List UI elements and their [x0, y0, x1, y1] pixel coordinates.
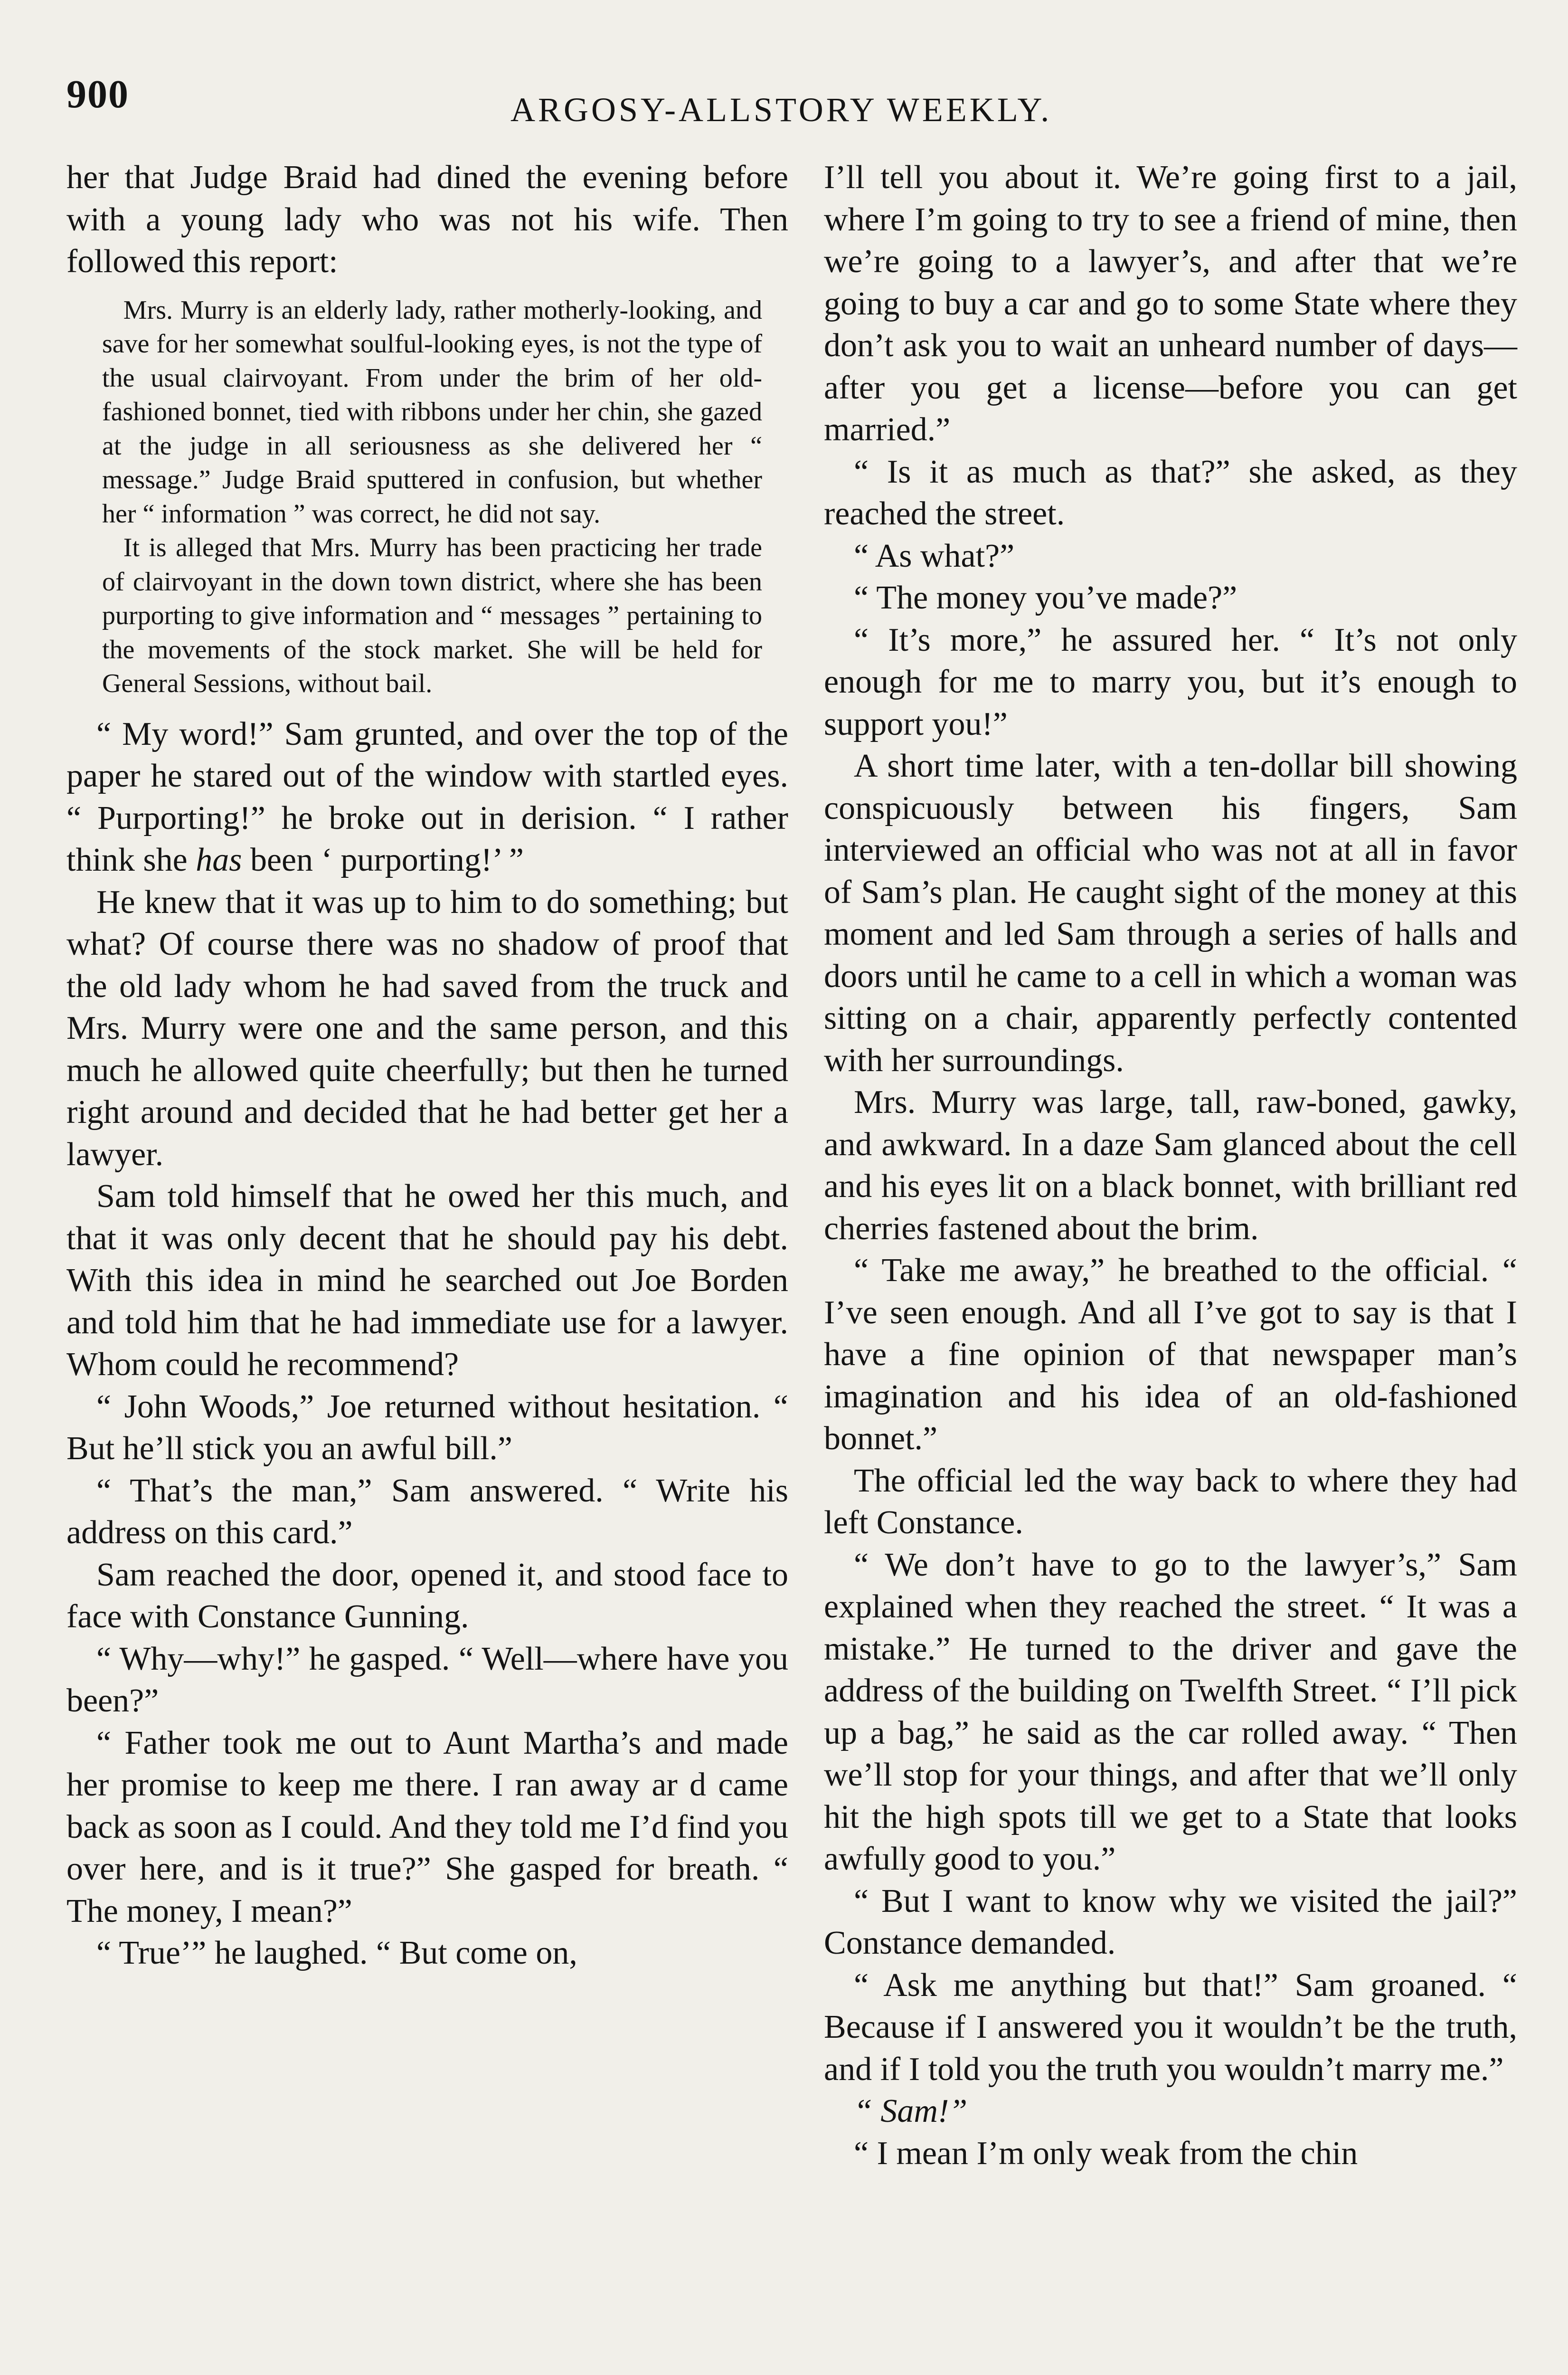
- text-run: been ‘ purporting!’ ”: [242, 842, 524, 878]
- paragraph: He knew that it was up to him to do something; but what? Of course there was no shadow of proof that the old lady whom he had saved from the truck and Mrs. Murry were one and the same person, and this much he allowed quite cheerfully; but then he turned right around and decided that he had better get her a lawyer.: [66, 884, 788, 1173]
- paragraph: “ As what?”: [854, 537, 1015, 574]
- paragraph: “ The money you’ve made?”: [854, 580, 1237, 616]
- paragraph: “ Take me away,” he breathed to the official. “ I’ve seen enough. And all I’ve got to say is that I have a fine opinion of that newspaper man’s imagination and his idea of an old-fashioned bonnet.”: [824, 1252, 1517, 1457]
- paragraph: “ John Woods,” Joe returned without hesitation. “ But he’ll stick you an awful bill.”: [66, 1388, 788, 1467]
- paragraph: Sam told himself that he owed her this much, and that it was only decent that he should pay his debt. With this idea in mind he searched out Joe Borden and told him that he had immediate use for a lawyer. Whom could he recommend?: [66, 1178, 788, 1383]
- paragraph: “ Father took me out to Aunt Martha’s and made her promise to keep me there. I ran away ar d came back as soon as I could. And they told me I’d find you over here, and is it true?” She gasped for breath. “ The money, I mean?”: [66, 1724, 788, 1929]
- paragraph: Sam reached the door, opened it, and stood face to face with Constance Gunning.: [66, 1556, 788, 1635]
- paragraph: her that Judge Braid had dined the evening before with a young lady who was not his wife. Then followed this report:: [66, 159, 788, 280]
- italic-text: “ Sam!”: [854, 2093, 968, 2129]
- paragraph: A short time later, with a ten-dollar bill showing conspicuously between his fingers, Sam interviewed an official who was not at all in favor of Sam’s plan. He caught sight of the money at this moment and led Sam through a series of halls and doors until he came to a cell in which a woman was sitting on a chair, apparently perfectly contented with her surroundings.: [824, 748, 1517, 1079]
- page-number: 900: [66, 72, 129, 116]
- paragraph: Mrs. Murry was large, tall, raw-boned, gawky, and awkward. In a daze Sam glanced about the cell and his eyes lit on a black bonnet, with brilliant red cherries fastened about the brim.: [824, 1084, 1517, 1247]
- paragraph: I’ll tell you about it. We’re going first to a jail, where I’m going to try to see a friend of mine, then we’re going to a lawyer’s, and after that we’re going to buy a car and go to some State where they don’t ask you to wait an unheard number of days—after you get a license—before you can get married.”: [824, 159, 1517, 448]
- running-title: ARGOSY-ALLSTORY WEEKLY.: [510, 91, 1052, 129]
- paragraph: “ We don’t have to go to the lawyer’s,” Sam explained when they reached the street. “ It was a mistake.” He turned to the driver and gave the address of the building on Twelfth Street. “ I’ll pick up a bag,” he said as the car rolled away. “ Then we’ll stop for your things, and after that we’ll only hit the high spots till we get to a State that looks awfully good to you.”: [824, 1546, 1517, 1877]
- italic-text: has: [196, 842, 242, 878]
- paragraph: [66, 713, 788, 882]
- paragraph: “ I mean I’m only weak from the chin: [854, 2135, 1358, 2172]
- right-column: [824, 157, 1517, 2175]
- paragraph: The official led the way back to where they had left Constance.: [824, 1462, 1517, 1541]
- text-run: “ My word!” Sam grunted, and over the top of the paper he stared out of the window with startled eyes. “ Purporting!” he broke out in derision. “ I rather think she: [66, 715, 788, 878]
- left-column: [66, 157, 788, 1975]
- excerpt-paragraph: It is alleged that Mrs. Murry has been practicing her trade of clairvoyant in the down town district, where she has been purporting to give information and “ messages ” pertaining to the movements of the stock market. She will be held for General Sessions, without bail.: [102, 533, 762, 698]
- excerpt-paragraph: Mrs. Murry is an elderly lady, rather motherly-looking, and save for her somewhat soulful-looking eyes, is not the type of the usual clairvoyant. From under the brim of her old-fashioned bonnet, tied with ribbons under her chin, she gazed at the judge in all seriousness as she delivered her “ message.” Judge Braid sputtered in confusion, but whether her “ information ” was correct, he did not say.: [102, 295, 762, 529]
- paragraph: “ That’s the man,” Sam answered. “ Write his address on this card.”: [66, 1472, 788, 1551]
- paragraph: “ It’s more,” he assured her. “ It’s not only enough for me to marry you, but it’s enough to support you!”: [824, 621, 1517, 742]
- newspaper-excerpt: [102, 294, 762, 701]
- paragraph: “ Ask me anything but that!” Sam groaned. “ Because if I answered you it wouldn’t be the truth, and if I told you the truth you wouldn’t marry me.”: [824, 1966, 1517, 2088]
- paragraph: [824, 2090, 1517, 2133]
- paragraph: “ Is it as much as that?” she asked, as they reached the street.: [824, 453, 1517, 532]
- paragraph: “ True’” he laughed. “ But come on,: [96, 1935, 577, 1971]
- paragraph: “ But I want to know why we visited the jail?” Constance demanded.: [824, 1882, 1517, 1961]
- paragraph: “ Why—why!” he gasped. “ Well—where have you been?”: [66, 1640, 788, 1719]
